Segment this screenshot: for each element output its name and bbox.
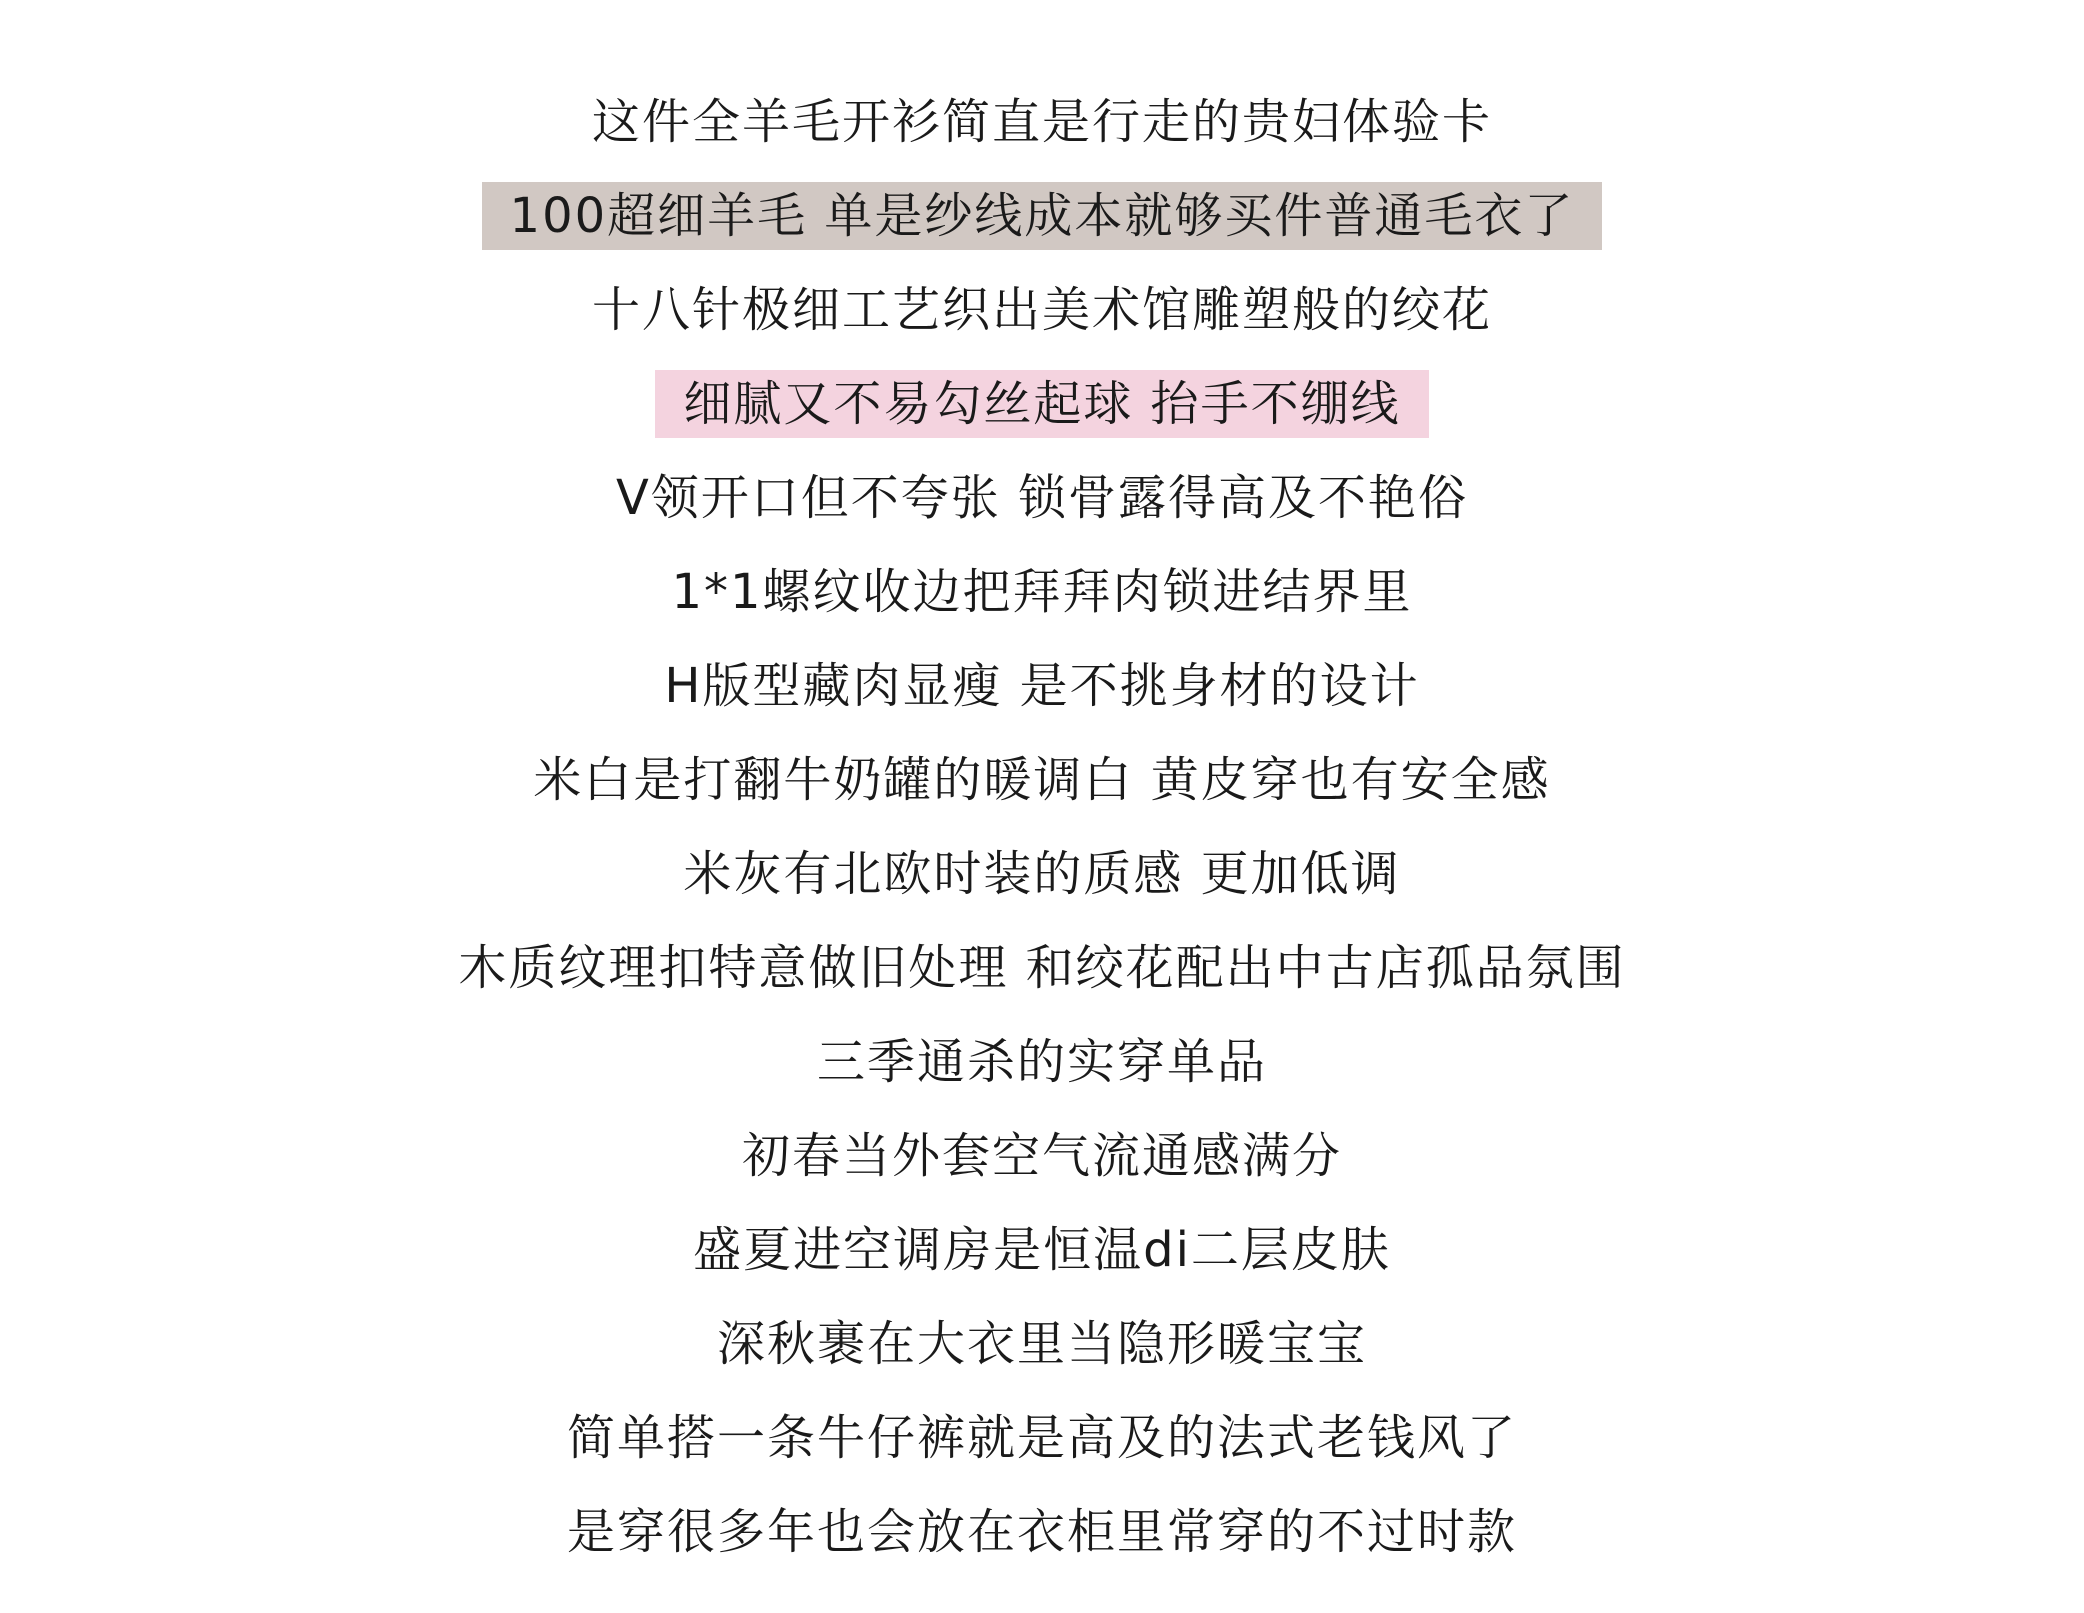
text-line-6 — [0, 545, 2084, 639]
text-line-10 — [0, 921, 2084, 1015]
highlighted-line-text: 细腻又不易勾丝起球 抬手不绷线 — [655, 370, 1428, 438]
line-text: 木质纹理扣特意做旧处理 和绞花配出中古店孤品氛围 — [458, 940, 1626, 996]
text-line-8 — [0, 733, 2084, 827]
line-text: H版型藏肉显瘦 是不挑身材的设计 — [664, 658, 1420, 714]
text-line-5 — [0, 451, 2084, 545]
line-text: 1*1螺纹收边把拜拜肉锁进结界里 — [671, 564, 1413, 620]
text-line-11 — [0, 1015, 2084, 1109]
line-text: 这件全羊毛开衫简直是行走的贵妇体验卡 — [591, 94, 1492, 150]
line-text: 盛夏进空调房是恒温di二层皮肤 — [693, 1222, 1391, 1278]
line-text: 初春当外套空气流通感满分 — [741, 1128, 1342, 1184]
line-text: 三季通杀的实穿单品 — [816, 1034, 1267, 1090]
line-text: 深秋裹在大衣里当隐形暖宝宝 — [716, 1316, 1367, 1372]
text-line-13 — [0, 1203, 2084, 1297]
line-text: V领开口但不夸张 锁骨露得高及不艳俗 — [615, 470, 1469, 526]
text-line-2 — [0, 169, 2084, 263]
text-line-1 — [0, 75, 2084, 169]
line-text: 十八针极细工艺织出美术馆雕塑般的绞花 — [591, 282, 1492, 338]
text-line-15 — [0, 1391, 2084, 1485]
line-text: 简单搭一条牛仔裤就是高及的法式老钱风了 — [566, 1410, 1517, 1466]
text-line-7 — [0, 639, 2084, 733]
highlighted-line-text: 100超细羊毛 单是纱线成本就够买件普通毛衣了 — [482, 182, 1603, 250]
line-text: 米白是打翻牛奶罐的暖调白 黄皮穿也有安全感 — [533, 752, 1551, 808]
line-text: 是穿很多年也会放在衣柜里常穿的不过时款 — [566, 1504, 1517, 1560]
text-line-12 — [0, 1109, 2084, 1203]
text-line-9 — [0, 827, 2084, 921]
line-text: 米灰有北欧时装的质感 更加低调 — [683, 846, 1401, 902]
text-line-14 — [0, 1297, 2084, 1391]
text-line-4 — [0, 357, 2084, 451]
text-line-16 — [0, 1485, 2084, 1579]
text-line-3 — [0, 263, 2084, 357]
